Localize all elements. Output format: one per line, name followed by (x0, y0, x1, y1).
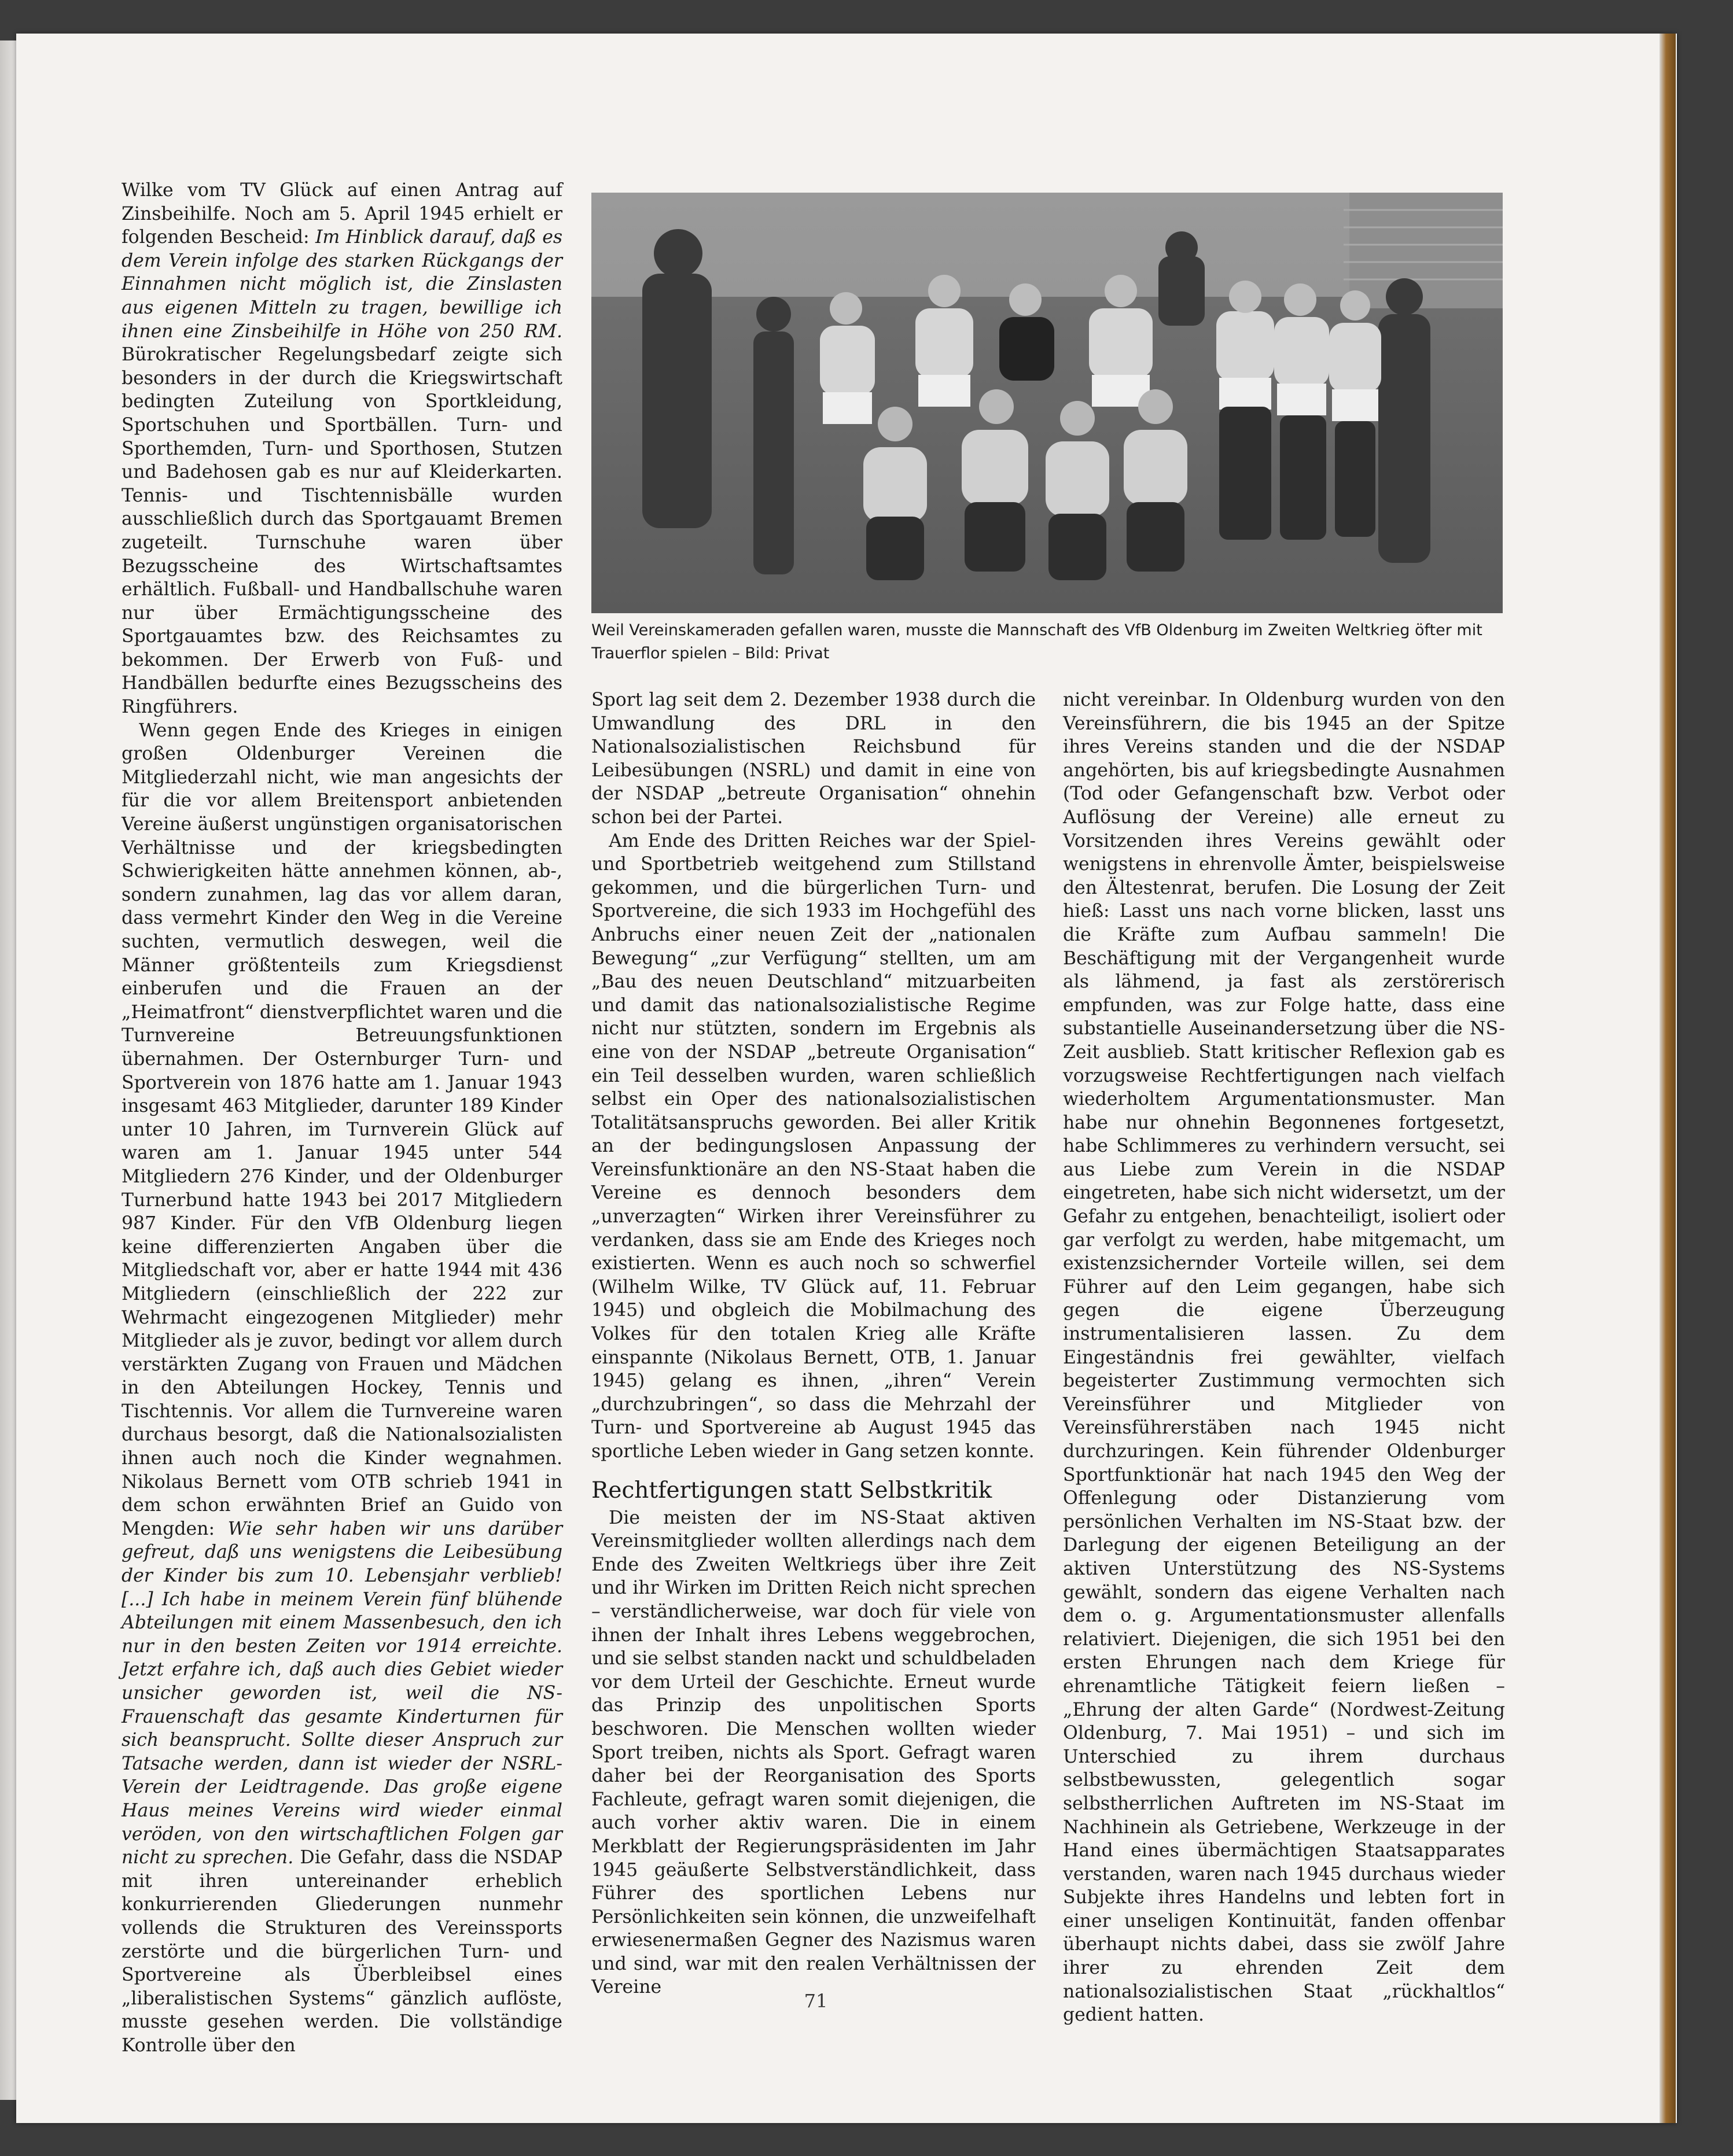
page-number: 71 (804, 1990, 828, 2012)
text-column-left (122, 179, 562, 2058)
paragraph: Am Ende des Dritten Reiches war der Spiel- und Sportbetrieb weitgehend zum Stillstand gekommen, und die bürgerlichen Turn- und Sportvereine, die sich 1933 im Hochgefühl des Anbruchs einer neuen Zeit der „nationalen Bewegung“ „zur Verfügung“ stellten, um am „Bau des neuen Deutschland“ mitzuarbeiten und damit das nationalsozialistische Regime nicht nur stützten, sondern im Ergebnis als eine von der NSDAP „betreute Organisation“ ein Teil desselben wurden, waren schließlich selbst ein Oper des nationalsozialistischen Totalitätsanspruchs geworden. Bei aller Kritik an der bedingungslosen Anpassung der Vereinsfunktionäre an den NS-Staat haben die Vereine es dennoch besonders dem „unverzagten“ Wirken ihrer Vereinsführer zu verdanken, dass sie am Ende des Krieges noch existierten. Wenn es auch noch so schwerfiel (Wilhelm Wilke, TV Glück auf, 11. Februar 1945) und obgleich die Mobilmachung des Volkes für den totalen Krieg alle Kräfte einspannte (Nikolaus Bernett, OTB, 1. Januar 1945) gelang es ihnen, „ihren“ Verein „durchzubringen“, so dass die Mehrzahl der Turn- und Sportvereine ab August 1945 das sportliche Leben wieder in Gang setzen konnte. (591, 830, 1036, 1462)
quote: Wie sehr haben wir uns darüber gefreut, daß uns wenigstens die Leibesübung der Kinder bis zum 10. Lebensjahr verblieb! [...] Ich habe in meinem Verein fünf blühende Abteilungen mit einem Massenbesuch, den ich nur in den besten Zeiten vor 1914 erreichte. Jetzt erfahre ich, daß auch dies Gebiet wieder unsicher geworden ist, weil die NS-Frauenschaft das gesamte Kinderturnen für sich beansprucht. Sollte dieser Anspruch zur Tatsache werden, dann ist wieder der NSRL-Verein der Leidtragende. Das große eigene Haus meines Vereins wird wieder einmal veröden, von den wirtschaftlichen Folgen gar nicht zu sprechen. (122, 1518, 562, 1868)
text-column-middle (591, 688, 1036, 1999)
text-run: Wenn gegen Ende des Krieges in einigen großen Oldenburger Vereinen die Mitgliederzahl nicht, wie man angesichts der für die vor allem Breitensport anbietenden Vereine äußerst ungünstigen organisatorischen Verhältnisse und der kriegsbedingten Schwierigkeiten hätte annehmen können, ab-, sondern zunahmen, lag das vor allem daran, dass vermehrt Kinder den Weg in die Vereine suchten, vermutlich deswegen, weil die Männer größtenteils zum Kriegsdienst einberufen und die Frauen an der „Heimatfront“ dienstverpflichtet waren und die Turnvereine Betreuungsfunktionen übernahmen. Der Osternburger Turn- und Sportverein von 1876 hatte am 1. Januar 1943 insgesamt 463 Mitglieder, darunter 189 Kinder unter 10 Jahren, im Turnverein Glück auf waren am 1. Januar 1945 unter 544 Mitgliedern 276 Kinder, und der Oldenburger Turnerbund hatte 1943 bei 2017 Mitgliedern 987 Kinder. Für den VfB Oldenburg liegen keine differenzierten Angaben über die Mitgliedschaft vor, aber er hatte 1944 mit 436 Mitgliedern (einschließlich der 222 zur Wehrmacht eingezogenen Mitglieder) mehr Mitglieder als je zuvor, bedingt vor allem durch verstärkten Zugang von Frauen und Mädchen in den Abteilungen Hockey, Tennis und Tischtennis. Vor allem die Turnvereine waren durchaus besorgt, daß die Nationalsozialisten ihnen auch noch die Kinder wegnahmen. Nikolaus Bernett vom OTB schrieb 1941 in dem schon erwähnten Brief an Guido von Mengden: (122, 720, 562, 1539)
paragraph (122, 719, 562, 2058)
section-heading: Rechtfertigungen statt Selbstkritik (591, 1477, 992, 1503)
text-column-right (1063, 688, 1505, 2027)
photo-caption: Weil Vereinskameraden gefallen waren, musste die Mannschaft des VfB Oldenburg im Zweiten Weltkrieg öfter mit Trauerflor spielen – Bild: Privat (591, 621, 1482, 662)
team-photo (591, 193, 1503, 613)
text-run: Bürokratischer Regelungsbedarf zeigte sich besonders in der durch die Kriegswirtschaft bedingten Zuteilung von Sportkleidung, Sportschuhen und Sportbällen. Turn- und Sporthemden, Turn- und Sporthosen, Stutzen und Badehosen gab es nur auf Kleiderkarten. Tennis- und Tischtennisbälle wurden ausschließlich durch das Sportgauamt Bremen zugeteilt. Turnschuhe waren über Bezugsscheine des Wirtschaftsamtes erhältlich. Fußball- und Handballschuhe waren nur über Ermächtigungsscheine des Sportgauamtes bzw. des Reichsamtes zu bekommen. Der Erwerb von Fuß- und Handbällen bedurfte eines Bezugsscheins des Ringführers. (122, 344, 562, 718)
paragraph (122, 179, 562, 719)
quote: Im Hinblick darauf, daß es dem Verein infolge des starken Rückgangs der Einnahmen nicht möglich ist, die Zinslasten aus eigenen Mitteln zu tragen, bewillige ich ihnen eine Zinsbeihilfe in Höhe von 250 RM. (122, 227, 562, 342)
text-run: Wilke vom TV Glück auf einen Antrag auf Zinsbeihilfe. Noch am 5. April 1945 erhielt er folgenden Bescheid: (122, 180, 562, 248)
paragraph: Die meisten der im NS-Staat aktiven Vereinsmitglieder wollten allerdings nach dem Ende des Zweiten Weltkriegs über ihre Zeit und ihr Wirken im Dritten Reich nicht sprechen – verständlicherweise, war doch für viele von ihnen der Inhalt ihres Lebens weggebrochen, und sie selbst standen nackt und schuldbeladen vor dem Urteil der Geschichte. Erneut wurde das Prinzip des unpolitischen Sports beschworen. Die Menschen wollten wieder Sport treiben, nichts als Sport. Gefragt waren daher bei der Reorganisation des Sports Fachleute, gefragt waren somit diejenigen, die auch vorher aktiv waren. Die in einem Merkblatt der Regierungspräsidenten im Jahr 1945 geäußerte Selbstverständlichkeit, dass Führer des sportlichen Lebens nur Persönlichkeiten sein können, die unzweifelhaft erwiesenermaßen Gegner des Nazismus waren und sind, war mit den realen Verhältnissen der Vereine (591, 1507, 1036, 1998)
team-photo-image (591, 193, 1503, 613)
paragraph: Sport lag seit dem 2. Dezember 1938 durch die Umwandlung des DRL in den Nationalsozialistischen Reichsbund für Leibesübungen (NSRL) und damit in eine von der NSDAP „betreute Organisation“ ohnehin schon bei der Partei. (591, 690, 1036, 828)
text-run: Die Gefahr, dass die NSDAP mit ihren untereinander erheblich konkurrierenden Gliederungen nunmehr vollends die Strukturen des Vereinssports zerstörte und die bürgerlichen Turn- und Sportvereine als Überbleibsel eines „liberalistischen Systems“ gänzlich auflöste, musste gesehen werden. Die vollständige Kontrolle über den (122, 1847, 562, 2056)
book-page-edge (1660, 34, 1676, 2123)
paragraph: nicht vereinbar. In Oldenburg wurden von den Vereinsführern, die bis 1945 an der Spitze ihres Vereins standen und die der NSDAP angehörten, bis auf kriegsbedingte Ausnahmen (Tod oder Gefangenschaft bzw. Verbot oder Auflösung der Vereine) alle erneut zu Vorsitzenden ihres Vereins gewählt oder wenigstens in ehrenvolle Ämter, beispielsweise den Ältestenrat, berufen. Die Losung der Zeit hieß: Lasst uns nach vorne blicken, lasst uns die Kräfte zum Aufbau sammeln! Die Beschäftigung mit der Vergangenheit wurde als lähmend, ja fast als zerstörerisch empfunden, was zur Folge hatte, dass eine substantielle Auseinandersetzung über die NS-Zeit ausblieb. Statt kritischer Reflexion gab es vorzugsweise Rechtfertigungen nach vielfach wiederholtem Argumentationsmuster. Man habe nur ohnehin Begonnenes fortgesetzt, habe Schlimmeres zu verhindern versucht, sei aus Liebe zum Verein in die NSDAP eingetreten, habe sich nicht widersetzt, um der Gefahr zu entgehen, benachteiligt, isoliert oder gar verfolgt zu werden, habe mitgemacht, um existenzsichernder Vorteile willen, sei dem Führer auf den Leim gegangen, habe sich gegen die eigene Überzeugung instrumentalisieren lassen. Zu dem Eingeständnis frei gewählter, vielfach begeisterter Zustimmung vermochten sich Vereinsführer und Mitglieder von Vereinsführerstäben nach 1945 nicht durchzuringen. Kein führender Oldenburger Sportfunktionär hat nach 1945 den Weg der Offenlegung oder Distanzierung vom persönlichen Verhalten im NS-Staat bzw. der Darlegung der eigenen Beteiligung an der aktiven Unterstützung des NS-Systems gewählt, sondern das eigene Verhalten nach dem o. g. Argumentationsmuster allenfalls relativiert. Diejenigen, die sich 1951 bei den ersten Ehrungen nach dem Kriege für ehrenamtliche Tätigkeit feiern ließen – „Ehrung der alten Garde“ (Nordwest-Zeitung Oldenburg, 7. Mai 1951) – und sich im Unterschied zu ihrem durchaus selbstbewussten, gelegentlich sogar selbstherrlichen Auftreten im NS-Staat im Nachhinein als Getriebene, Werkzeuge in der Hand eines übermächtigen Staatsapparates verstanden, waren nach 1945 durchaus wieder Subjekte ihres Handelns und lebten fort in einer unseligen Kontinuität, fanden offenbar überhaupt nichts dabei, dass sie zwölf Jahre ihrer zu ehrenden Zeit dem nationalsozialistischen Staat „rückhaltlos“ gedient hatten. (1063, 690, 1505, 2026)
